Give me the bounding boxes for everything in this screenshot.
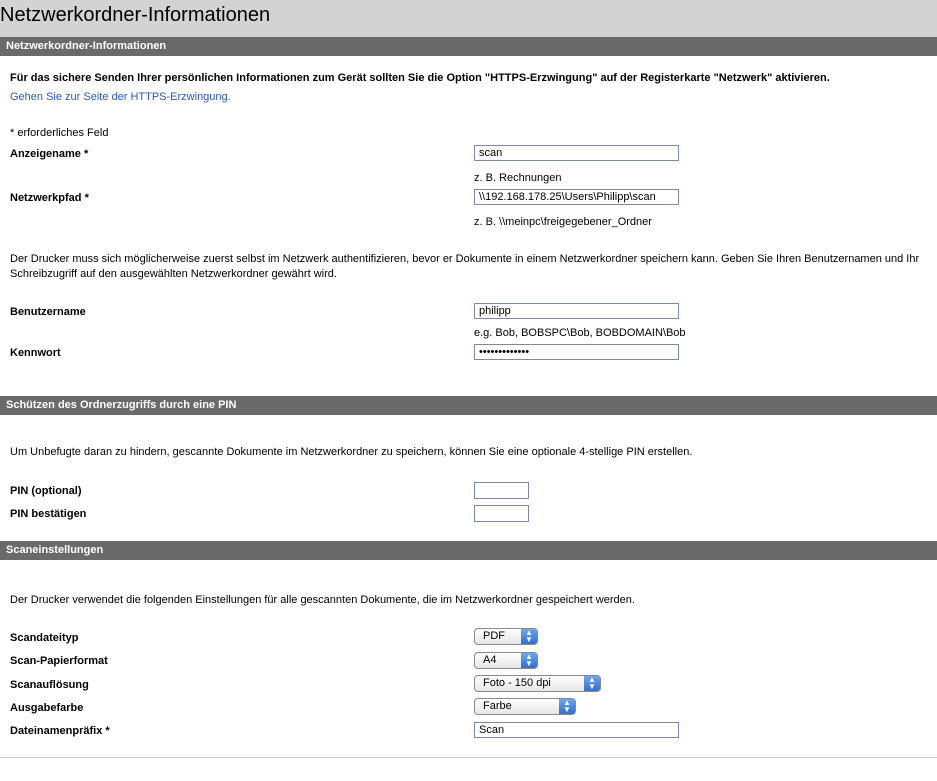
scan-filetype-label: Scandateityp: [10, 632, 79, 644]
section-header-label: Netzwerkordner-Informationen: [6, 40, 167, 52]
section-header-label: Scaneinstellungen: [6, 544, 104, 556]
scan-description: Der Drucker verwendet die folgenden Einstellungen für alle gescannten Dokumente, die im Netzwerkordner gespeichert werden.: [10, 594, 635, 606]
display-name-input[interactable]: [474, 145, 679, 161]
scan-resolution-select[interactable]: [474, 675, 601, 692]
section-header-pin: [0, 396, 937, 415]
page-title-bar: [0, 0, 937, 37]
section-header-network-folder: [0, 37, 937, 56]
network-path-input[interactable]: [474, 189, 679, 205]
section-header-scan-settings: [0, 541, 937, 560]
password-input[interactable]: [474, 344, 679, 360]
pin-input[interactable]: [474, 482, 529, 499]
filename-prefix-input[interactable]: [474, 722, 679, 738]
output-color-label: Ausgabefarbe: [10, 702, 84, 714]
auth-description-line2: Schreibzugriff auf den ausgewählten Netzwerkordner gewährt wird.: [10, 268, 337, 280]
updown-arrows-icon: ▲ ▼: [521, 653, 537, 668]
auth-description-line1: Der Drucker muss sich möglicherweise zuerst selbst im Netzwerk authentifizieren, bevor er Dokumente in einem Netzwerkordner speichern kann. Geben Sie Ihren Benutzernamen und Ihr: [10, 253, 920, 265]
scan-paper-label: Scan-Papierformat: [10, 655, 108, 667]
output-color-select[interactable]: [474, 698, 576, 715]
display-name-hint: z. B. Rechnungen: [474, 172, 562, 184]
filename-prefix-label: Dateinamenpräfix *: [10, 725, 110, 737]
pin-description: Um Unbefugte daran zu hindern, gescannte Dokumente im Netzwerkordner zu speichern, können Sie eine optionale 4-stellige PIN erstellen.: [10, 446, 693, 458]
scan-filetype-select[interactable]: [474, 628, 538, 645]
display-name-label: Anzeigename *: [10, 148, 89, 160]
scan-filetype-value: PDF: [483, 630, 505, 642]
footer-divider: [0, 757, 937, 758]
https-notice: Für das sichere Senden Ihrer persönlichen Informationen zum Gerät sollten Sie die Option "HTTPS-Erzwingung" auf der Registerkarte "Netzwerk" aktivieren.: [10, 72, 830, 84]
https-enforcement-link[interactable]: Gehen Sie zur Seite der HTTPS-Erzwingung.: [10, 91, 231, 103]
updown-arrows-icon: ▲ ▼: [521, 629, 537, 644]
network-path-label: Netzwerkpfad *: [10, 192, 89, 204]
scan-resolution-label: Scanauflösung: [10, 679, 89, 691]
output-color-value: Farbe: [483, 700, 512, 712]
username-hint: e.g. Bob, BOBSPC\Bob, BOBDOMAIN\Bob: [474, 327, 686, 339]
scan-resolution-value: Foto - 150 dpi: [483, 677, 551, 689]
required-field-note: * erforderliches Feld: [10, 127, 109, 139]
pin-confirm-input[interactable]: [474, 505, 529, 522]
pin-label: PIN (optional): [10, 485, 82, 497]
updown-arrows-icon: ▲ ▼: [559, 699, 575, 714]
updown-arrows-icon: ▲ ▼: [584, 676, 600, 691]
scan-paper-value: A4: [483, 654, 497, 666]
page-title: Netzwerkordner-Informationen: [0, 4, 271, 26]
section-header-label: Schützen des Ordnerzugriffs durch eine PIN: [6, 399, 237, 411]
network-path-hint: z. B. \\meinpc\freigegebener_Ordner: [474, 216, 652, 228]
username-label: Benutzername: [10, 306, 86, 318]
pin-confirm-label: PIN bestätigen: [10, 508, 87, 520]
scan-paper-select[interactable]: [474, 652, 538, 669]
username-input[interactable]: [474, 303, 679, 319]
password-label: Kennwort: [10, 347, 61, 359]
